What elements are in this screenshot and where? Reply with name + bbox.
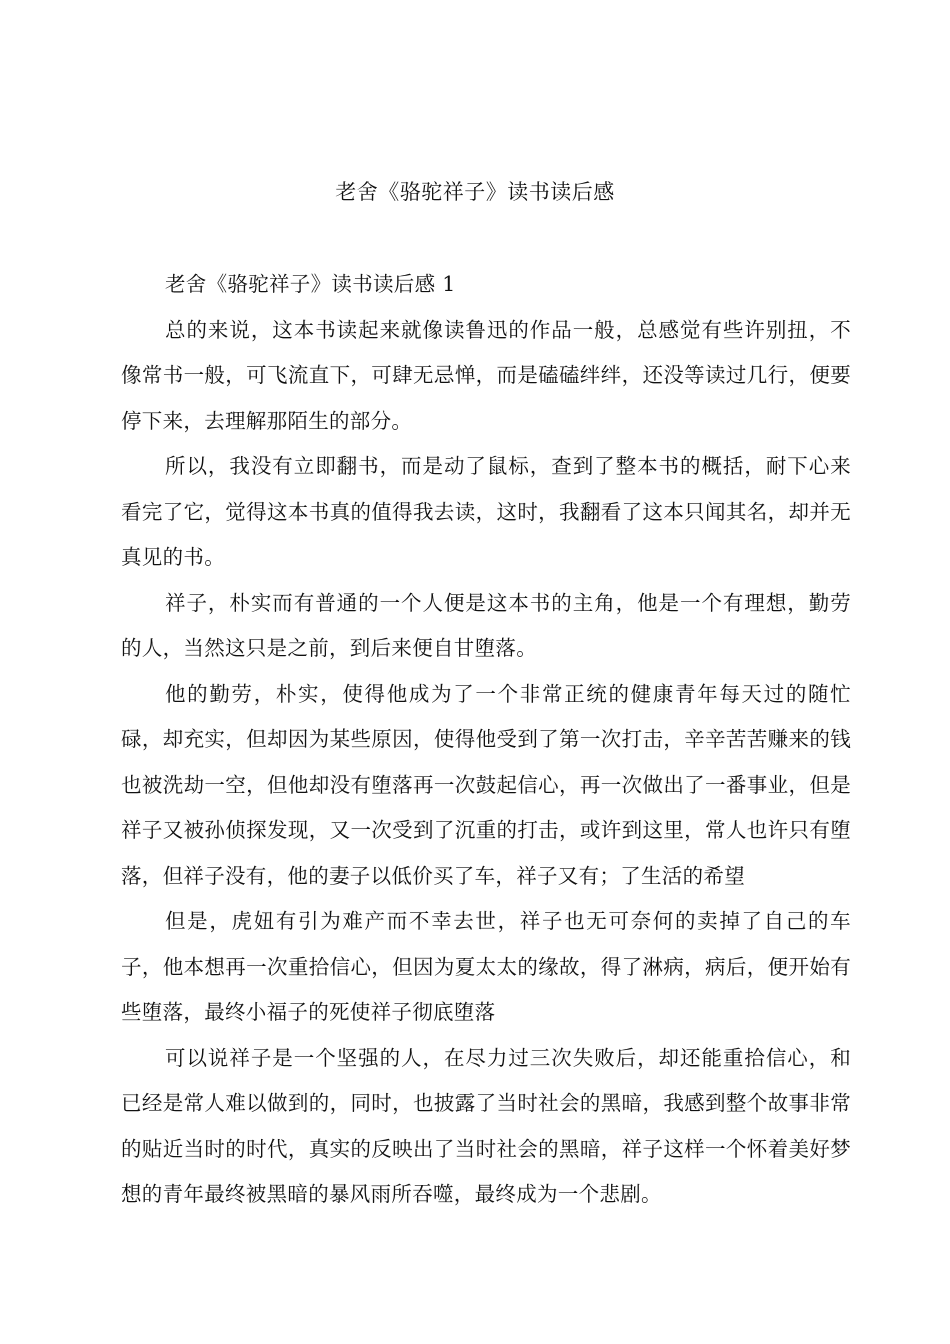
paragraph-2: 所以，我没有立即翻书，而是动了鼠标，查到了整本书的概括，耐下心来看完了它，觉得这本书真的值得我去读，这时，我翻看了这本只闻其名，却并无真见的书。 [121, 454, 851, 569]
paragraph-6: 可以说祥子是一个坚强的人，在尽力过三次失败后，却还能重拾信心，和已经是常人难以做到的，同时，也披露了当时社会的黑暗，我感到整个故事非常的贴近当时的时代，真实的反映出了当时社会的黑暗，祥子这样一个怀着美好梦想的青年最终被黑暗的暴风雨所吞噬，最终成为一个悲剧。 [121, 1045, 851, 1206]
paragraph-5: 但是，虎妞有引为难产而不幸去世，祥子也无可奈何的卖掉了自己的车子，他本想再一次重拾信心，但因为夏太太的缘故，得了淋病，病后，便开始有些堕落，最终小福子的死使祥子彻底堕落 [121, 909, 851, 1024]
paragraph-1: 总的来说，这本书读起来就像读鲁迅的作品一般，总感觉有些许别扭，不像常书一般，可飞流直下，可肆无忌惮，而是磕磕绊绊，还没等读过几行，便要停下来，去理解那陌生的部分。 [121, 317, 851, 433]
paragraph-4: 他的勤劳，朴实，使得他成为了一个非常正统的健康青年每天过的随忙碌，却充实，但却因为某些原因，使得他受到了第一次打击，辛辛苦苦赚来的钱也被洗劫一空，但他却没有堕落再一次鼓起信心，再一次做出了一番事业，但是祥子又被孙侦探发现，又一次受到了沉重的打击，或许到这里，常人也许只有堕落，但祥子没有，他的妻子以低价买了车，祥子又有；了生活的希望 [121, 681, 851, 888]
section-heading: 老舍《骆驼祥子》读书读后感 1 [165, 272, 456, 296]
document-body [121, 262, 851, 1218]
document-title: 老舍《骆驼祥子》读书读后感 [335, 180, 615, 204]
paragraph-3: 祥子，朴实而有普通的一个人便是这本书的主角，他是一个有理想，勤劳的人，当然这只是之前，到后来便自甘堕落。 [121, 590, 851, 660]
